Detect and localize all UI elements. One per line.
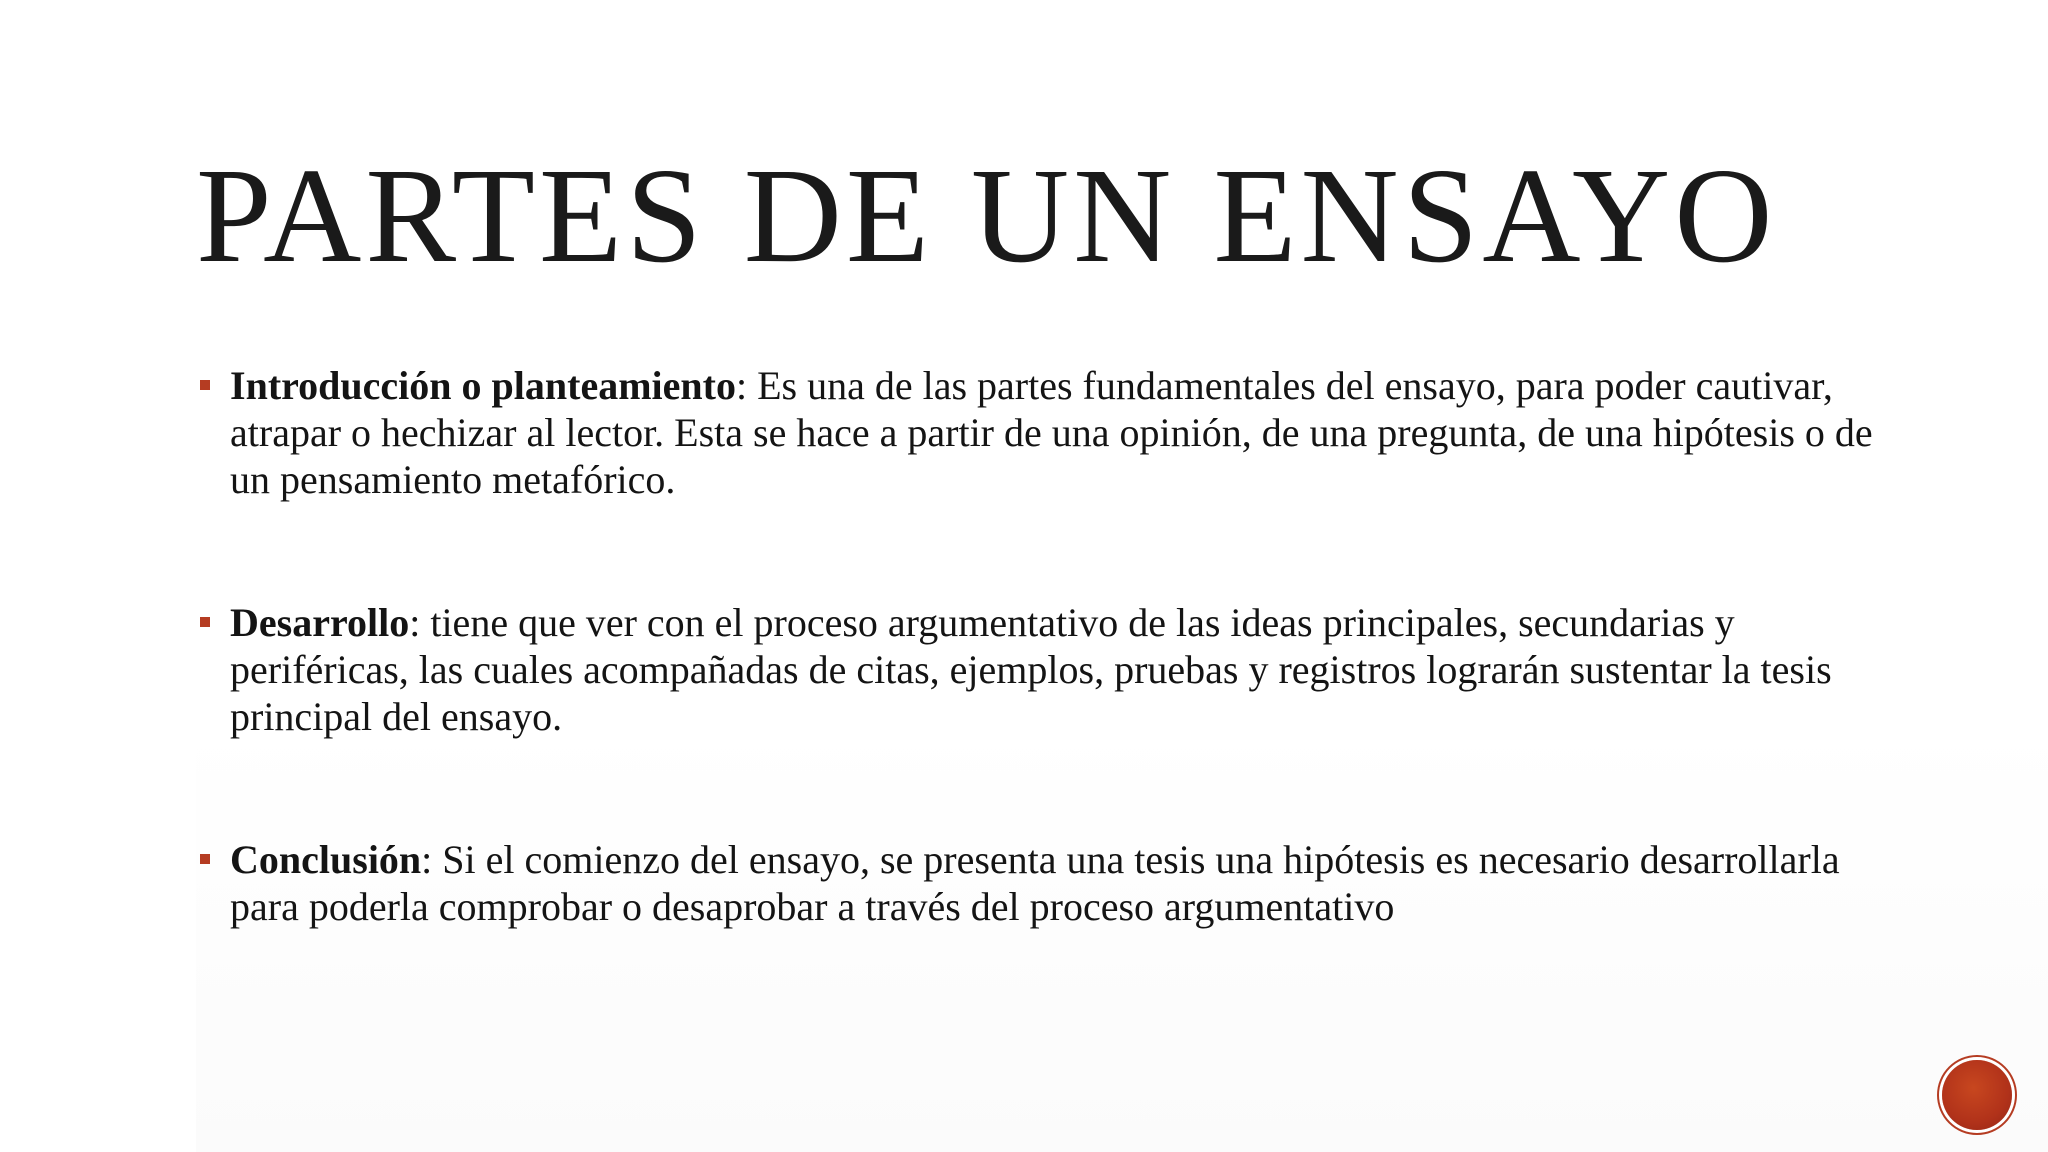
square-bullet-icon	[200, 854, 210, 864]
bullet-desarrollo	[196, 599, 1876, 740]
bullet-term: Desarrollo	[230, 600, 410, 645]
bullet-text: : Es una de las partes fundamentales del ensayo, para poder cautivar, atrapar o hechizar al lector. Esta se hace a partir de una opinión, de una pregunta, de una hipótesis o de un pensamiento metafórico.	[230, 363, 1873, 502]
bullet-text: : Si el comienzo del ensayo, se presenta una tesis una hipótesis es necesario desarrollarla para poderla comprobar o desaprobar a través del proceso argumentativo	[230, 837, 1840, 929]
square-bullet-icon	[200, 617, 210, 627]
circle-button-icon[interactable]	[1942, 1060, 2012, 1130]
square-bullet-icon	[200, 380, 210, 390]
bullet-conclusion	[196, 836, 1876, 930]
bullet-term: Introducción o planteamiento	[230, 363, 736, 408]
bullet-text: : tiene que ver con el proceso argumentativo de las ideas principales, secundarias y periféricas, las cuales acompañadas de citas, ejemplos, pruebas y registros lograrán sustentar la tesis principal del ensayo.	[230, 600, 1832, 739]
bullet-introduccion	[196, 362, 1876, 503]
slide-title: PARTES DE UN ENSAYO	[196, 141, 1777, 291]
bullet-list	[196, 362, 1876, 930]
bullet-term: Conclusión	[230, 837, 422, 882]
